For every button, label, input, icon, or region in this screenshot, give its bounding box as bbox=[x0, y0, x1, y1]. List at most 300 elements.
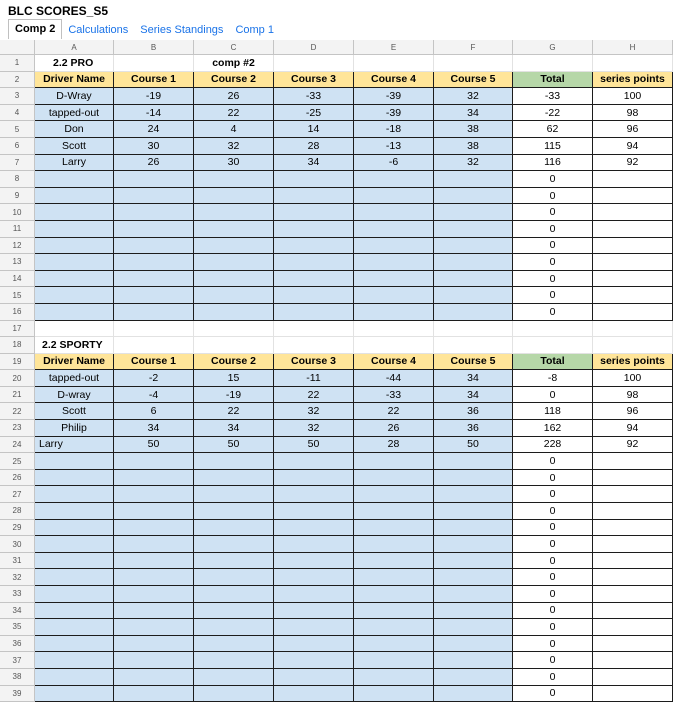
cell[interactable] bbox=[35, 619, 114, 636]
cell[interactable] bbox=[35, 221, 114, 238]
cell[interactable] bbox=[593, 603, 673, 620]
cell[interactable] bbox=[354, 619, 434, 636]
row-header[interactable]: 14 bbox=[0, 271, 35, 288]
cell[interactable] bbox=[274, 238, 354, 255]
cell[interactable]: 96 bbox=[593, 121, 673, 138]
cell[interactable]: 0 bbox=[513, 188, 593, 205]
cell[interactable]: D-wray bbox=[35, 387, 114, 404]
cell[interactable]: 36 bbox=[434, 403, 513, 420]
cell[interactable] bbox=[274, 254, 354, 271]
cell[interactable] bbox=[434, 686, 513, 703]
row-header[interactable]: 29 bbox=[0, 520, 35, 537]
cell[interactable]: -4 bbox=[114, 387, 194, 404]
cell[interactable] bbox=[593, 686, 673, 703]
cell[interactable]: 26 bbox=[354, 420, 434, 437]
cell[interactable] bbox=[114, 669, 194, 686]
cell[interactable]: Course 4 bbox=[354, 354, 434, 371]
cell[interactable] bbox=[194, 321, 274, 338]
cell[interactable] bbox=[114, 453, 194, 470]
cell[interactable]: 50 bbox=[194, 437, 274, 454]
cell[interactable] bbox=[354, 652, 434, 669]
row-header[interactable]: 35 bbox=[0, 619, 35, 636]
cell[interactable] bbox=[274, 503, 354, 520]
cell[interactable] bbox=[274, 171, 354, 188]
cell[interactable]: 0 bbox=[513, 387, 593, 404]
cell[interactable]: 50 bbox=[114, 437, 194, 454]
cell[interactable] bbox=[274, 304, 354, 321]
cell[interactable] bbox=[434, 470, 513, 487]
row-header[interactable]: 10 bbox=[0, 204, 35, 221]
cell[interactable]: 34 bbox=[274, 155, 354, 172]
cell[interactable] bbox=[274, 536, 354, 553]
cell[interactable] bbox=[434, 337, 513, 354]
cell[interactable] bbox=[35, 603, 114, 620]
cell[interactable]: 50 bbox=[274, 437, 354, 454]
row-header[interactable]: 17 bbox=[0, 321, 35, 338]
column-header[interactable]: B bbox=[114, 40, 194, 55]
cell[interactable] bbox=[434, 55, 513, 72]
cell[interactable] bbox=[354, 636, 434, 653]
row-header[interactable]: 23 bbox=[0, 420, 35, 437]
cell[interactable]: Course 1 bbox=[114, 72, 194, 89]
cell[interactable]: 0 bbox=[513, 287, 593, 304]
cell[interactable]: 26 bbox=[194, 88, 274, 105]
column-header[interactable]: A bbox=[35, 40, 114, 55]
cell[interactable] bbox=[354, 287, 434, 304]
row-header[interactable]: 1 bbox=[0, 55, 35, 72]
cell[interactable]: -19 bbox=[194, 387, 274, 404]
cell[interactable] bbox=[274, 221, 354, 238]
cell[interactable]: 100 bbox=[593, 88, 673, 105]
cell[interactable] bbox=[434, 569, 513, 586]
cell[interactable] bbox=[114, 171, 194, 188]
cell[interactable] bbox=[513, 337, 593, 354]
column-header[interactable]: E bbox=[354, 40, 434, 55]
cell[interactable]: 0 bbox=[513, 503, 593, 520]
cell[interactable] bbox=[114, 486, 194, 503]
cell[interactable] bbox=[114, 686, 194, 703]
cell[interactable]: 28 bbox=[274, 138, 354, 155]
cell[interactable] bbox=[434, 669, 513, 686]
cell[interactable]: Course 5 bbox=[434, 72, 513, 89]
cell[interactable]: Course 1 bbox=[114, 354, 194, 371]
cell[interactable] bbox=[354, 669, 434, 686]
cell[interactable] bbox=[194, 287, 274, 304]
cell[interactable]: series points bbox=[593, 354, 673, 371]
cell[interactable]: 98 bbox=[593, 387, 673, 404]
row-header[interactable]: 25 bbox=[0, 453, 35, 470]
cell[interactable]: 6 bbox=[114, 403, 194, 420]
cell[interactable]: 0 bbox=[513, 271, 593, 288]
cell[interactable]: 162 bbox=[513, 420, 593, 437]
row-header[interactable]: 11 bbox=[0, 221, 35, 238]
cell[interactable] bbox=[194, 619, 274, 636]
cell[interactable] bbox=[35, 204, 114, 221]
cell[interactable]: 116 bbox=[513, 155, 593, 172]
row-header[interactable]: 2 bbox=[0, 72, 35, 89]
cell[interactable]: Course 3 bbox=[274, 72, 354, 89]
cell[interactable] bbox=[194, 188, 274, 205]
cell[interactable]: 94 bbox=[593, 138, 673, 155]
cell[interactable] bbox=[35, 486, 114, 503]
cell[interactable]: 0 bbox=[513, 486, 593, 503]
cell[interactable] bbox=[35, 553, 114, 570]
cell[interactable]: Scott bbox=[35, 138, 114, 155]
cell[interactable]: 0 bbox=[513, 553, 593, 570]
cell[interactable] bbox=[354, 470, 434, 487]
cell[interactable] bbox=[35, 171, 114, 188]
cell[interactable] bbox=[194, 586, 274, 603]
cell[interactable] bbox=[354, 603, 434, 620]
cell[interactable] bbox=[194, 470, 274, 487]
cell[interactable]: 0 bbox=[513, 520, 593, 537]
cell[interactable] bbox=[434, 636, 513, 653]
cell[interactable]: 26 bbox=[114, 155, 194, 172]
cell[interactable]: 32 bbox=[274, 420, 354, 437]
row-header[interactable]: 34 bbox=[0, 603, 35, 620]
cell[interactable] bbox=[274, 470, 354, 487]
row-header[interactable]: 26 bbox=[0, 470, 35, 487]
cell[interactable] bbox=[593, 271, 673, 288]
cell[interactable]: Larry bbox=[35, 155, 114, 172]
cell[interactable] bbox=[354, 238, 434, 255]
cell[interactable] bbox=[114, 204, 194, 221]
row-header[interactable]: 12 bbox=[0, 238, 35, 255]
cell[interactable]: 100 bbox=[593, 370, 673, 387]
cell[interactable] bbox=[434, 287, 513, 304]
cell[interactable] bbox=[593, 304, 673, 321]
cell[interactable]: 118 bbox=[513, 403, 593, 420]
cell[interactable]: 22 bbox=[354, 403, 434, 420]
cell[interactable] bbox=[593, 321, 673, 338]
cell[interactable] bbox=[194, 254, 274, 271]
cell[interactable] bbox=[354, 271, 434, 288]
cell[interactable] bbox=[114, 603, 194, 620]
cell[interactable] bbox=[434, 204, 513, 221]
row-header[interactable]: 27 bbox=[0, 486, 35, 503]
tab-calculations[interactable]: Calculations bbox=[68, 24, 129, 36]
cell[interactable] bbox=[274, 603, 354, 620]
cell[interactable]: 0 bbox=[513, 204, 593, 221]
cell[interactable]: -22 bbox=[513, 105, 593, 122]
cell[interactable] bbox=[434, 254, 513, 271]
cell[interactable]: 0 bbox=[513, 453, 593, 470]
cell[interactable] bbox=[35, 321, 114, 338]
row-header[interactable]: 9 bbox=[0, 188, 35, 205]
cell[interactable]: 22 bbox=[274, 387, 354, 404]
cell[interactable] bbox=[114, 569, 194, 586]
cell[interactable] bbox=[35, 669, 114, 686]
cell[interactable] bbox=[194, 669, 274, 686]
cell[interactable]: 4 bbox=[194, 121, 274, 138]
cell[interactable]: 0 bbox=[513, 669, 593, 686]
cell[interactable]: 34 bbox=[194, 420, 274, 437]
cell[interactable]: 38 bbox=[434, 121, 513, 138]
cell[interactable]: 0 bbox=[513, 171, 593, 188]
cell[interactable] bbox=[593, 503, 673, 520]
cell[interactable]: 34 bbox=[434, 387, 513, 404]
row-header[interactable]: 37 bbox=[0, 652, 35, 669]
cell[interactable]: -18 bbox=[354, 121, 434, 138]
cell[interactable] bbox=[274, 271, 354, 288]
row-header[interactable]: 39 bbox=[0, 686, 35, 703]
cell[interactable] bbox=[35, 652, 114, 669]
cell[interactable] bbox=[593, 636, 673, 653]
cell[interactable] bbox=[35, 238, 114, 255]
cell[interactable] bbox=[593, 470, 673, 487]
row-header[interactable]: 16 bbox=[0, 304, 35, 321]
cell[interactable] bbox=[274, 204, 354, 221]
cell[interactable] bbox=[114, 636, 194, 653]
cell[interactable] bbox=[194, 271, 274, 288]
cell[interactable] bbox=[593, 652, 673, 669]
cell[interactable] bbox=[434, 171, 513, 188]
cell[interactable]: -8 bbox=[513, 370, 593, 387]
cell[interactable] bbox=[114, 271, 194, 288]
cell[interactable] bbox=[434, 652, 513, 669]
cell[interactable]: 94 bbox=[593, 420, 673, 437]
cell[interactable] bbox=[194, 304, 274, 321]
cell[interactable]: series points bbox=[593, 72, 673, 89]
cell[interactable] bbox=[114, 520, 194, 537]
column-header[interactable]: F bbox=[434, 40, 513, 55]
cell[interactable] bbox=[35, 453, 114, 470]
cell[interactable]: Driver Name bbox=[35, 72, 114, 89]
row-header[interactable]: 21 bbox=[0, 387, 35, 404]
column-header[interactable]: D bbox=[274, 40, 354, 55]
cell[interactable]: Don bbox=[35, 121, 114, 138]
cell[interactable] bbox=[114, 304, 194, 321]
cell[interactable]: D-Wray bbox=[35, 88, 114, 105]
cell[interactable] bbox=[354, 520, 434, 537]
cell[interactable] bbox=[35, 304, 114, 321]
cell[interactable] bbox=[513, 55, 593, 72]
cell[interactable]: 32 bbox=[194, 138, 274, 155]
cell[interactable] bbox=[434, 603, 513, 620]
cell[interactable]: tapped-out bbox=[35, 105, 114, 122]
cell[interactable] bbox=[354, 337, 434, 354]
cell[interactable]: 0 bbox=[513, 652, 593, 669]
row-header[interactable]: 28 bbox=[0, 503, 35, 520]
column-header[interactable]: G bbox=[513, 40, 593, 55]
cell[interactable]: 22 bbox=[194, 105, 274, 122]
cell[interactable] bbox=[274, 553, 354, 570]
cell[interactable] bbox=[274, 669, 354, 686]
row-header[interactable]: 33 bbox=[0, 586, 35, 603]
cell[interactable]: -11 bbox=[274, 370, 354, 387]
cell[interactable] bbox=[434, 619, 513, 636]
cell[interactable] bbox=[194, 652, 274, 669]
cell[interactable]: 2.2 PRO bbox=[35, 55, 114, 72]
row-header[interactable]: 6 bbox=[0, 138, 35, 155]
cell[interactable] bbox=[35, 586, 114, 603]
cell[interactable]: -25 bbox=[274, 105, 354, 122]
cell[interactable]: -33 bbox=[274, 88, 354, 105]
cell[interactable] bbox=[194, 221, 274, 238]
cell[interactable] bbox=[593, 553, 673, 570]
cell[interactable] bbox=[593, 569, 673, 586]
cell[interactable] bbox=[35, 271, 114, 288]
cell[interactable] bbox=[194, 520, 274, 537]
cell[interactable] bbox=[434, 503, 513, 520]
cell[interactable] bbox=[194, 569, 274, 586]
cell[interactable] bbox=[593, 669, 673, 686]
row-header[interactable]: 31 bbox=[0, 553, 35, 570]
column-header[interactable]: H bbox=[593, 40, 673, 55]
cell[interactable] bbox=[434, 221, 513, 238]
cell[interactable] bbox=[274, 652, 354, 669]
cell[interactable] bbox=[274, 321, 354, 338]
cell[interactable] bbox=[274, 55, 354, 72]
row-header[interactable]: 7 bbox=[0, 155, 35, 172]
tab-comp-2[interactable]: Comp 2 bbox=[8, 19, 62, 39]
tab-comp-1[interactable]: Comp 1 bbox=[235, 24, 274, 36]
cell[interactable]: 32 bbox=[274, 403, 354, 420]
cell[interactable] bbox=[194, 204, 274, 221]
cell[interactable] bbox=[114, 221, 194, 238]
cell[interactable] bbox=[354, 321, 434, 338]
cell[interactable] bbox=[593, 238, 673, 255]
cell[interactable]: 0 bbox=[513, 619, 593, 636]
cell[interactable]: 32 bbox=[434, 155, 513, 172]
cell[interactable] bbox=[513, 321, 593, 338]
cell[interactable]: Scott bbox=[35, 403, 114, 420]
cell[interactable]: Course 5 bbox=[434, 354, 513, 371]
cell[interactable]: 62 bbox=[513, 121, 593, 138]
cell[interactable]: 0 bbox=[513, 254, 593, 271]
cell[interactable] bbox=[434, 188, 513, 205]
cell[interactable] bbox=[354, 686, 434, 703]
row-header[interactable]: 19 bbox=[0, 354, 35, 371]
cell[interactable]: tapped-out bbox=[35, 370, 114, 387]
cell[interactable]: 96 bbox=[593, 403, 673, 420]
cell[interactable] bbox=[194, 553, 274, 570]
cell[interactable] bbox=[354, 304, 434, 321]
cell[interactable]: 34 bbox=[434, 370, 513, 387]
cell[interactable]: 0 bbox=[513, 586, 593, 603]
cell[interactable] bbox=[35, 470, 114, 487]
cell[interactable] bbox=[274, 453, 354, 470]
select-all-corner[interactable] bbox=[0, 40, 35, 55]
cell[interactable] bbox=[35, 254, 114, 271]
cell[interactable]: 50 bbox=[434, 437, 513, 454]
cell[interactable]: Total bbox=[513, 72, 593, 89]
cell[interactable] bbox=[274, 337, 354, 354]
cell[interactable] bbox=[354, 171, 434, 188]
cell[interactable] bbox=[593, 204, 673, 221]
cell[interactable]: 0 bbox=[513, 636, 593, 653]
cell[interactable]: 0 bbox=[513, 686, 593, 703]
cell[interactable]: Course 2 bbox=[194, 354, 274, 371]
cell[interactable]: 0 bbox=[513, 304, 593, 321]
cell[interactable] bbox=[354, 204, 434, 221]
cell[interactable] bbox=[35, 503, 114, 520]
cell[interactable]: -33 bbox=[513, 88, 593, 105]
cell[interactable]: 92 bbox=[593, 155, 673, 172]
row-header[interactable]: 38 bbox=[0, 669, 35, 686]
cell[interactable] bbox=[114, 188, 194, 205]
cell[interactable] bbox=[593, 619, 673, 636]
cell[interactable]: comp #2 bbox=[194, 55, 274, 72]
row-header[interactable]: 32 bbox=[0, 569, 35, 586]
cell[interactable] bbox=[593, 536, 673, 553]
cell[interactable] bbox=[593, 453, 673, 470]
cell[interactable] bbox=[35, 536, 114, 553]
cell[interactable]: 0 bbox=[513, 603, 593, 620]
cell[interactable]: Total bbox=[513, 354, 593, 371]
cell[interactable] bbox=[354, 254, 434, 271]
cell[interactable]: -39 bbox=[354, 88, 434, 105]
cell[interactable] bbox=[35, 188, 114, 205]
cell[interactable] bbox=[114, 238, 194, 255]
cell[interactable]: 0 bbox=[513, 536, 593, 553]
cell[interactable]: 34 bbox=[114, 420, 194, 437]
cell[interactable] bbox=[35, 520, 114, 537]
cell[interactable]: 0 bbox=[513, 221, 593, 238]
cell[interactable] bbox=[593, 337, 673, 354]
cell[interactable] bbox=[354, 553, 434, 570]
row-header[interactable]: 30 bbox=[0, 536, 35, 553]
row-header[interactable]: 3 bbox=[0, 88, 35, 105]
cell[interactable] bbox=[274, 686, 354, 703]
cell[interactable]: 0 bbox=[513, 470, 593, 487]
row-header[interactable]: 8 bbox=[0, 171, 35, 188]
cell[interactable] bbox=[354, 586, 434, 603]
cell[interactable]: 36 bbox=[434, 420, 513, 437]
cell[interactable] bbox=[114, 287, 194, 304]
cell[interactable] bbox=[434, 453, 513, 470]
cell[interactable]: Course 2 bbox=[194, 72, 274, 89]
cell[interactable] bbox=[274, 569, 354, 586]
cell[interactable]: -19 bbox=[114, 88, 194, 105]
cell[interactable] bbox=[274, 486, 354, 503]
row-header[interactable]: 36 bbox=[0, 636, 35, 653]
cell[interactable] bbox=[354, 188, 434, 205]
cell[interactable] bbox=[434, 520, 513, 537]
cell[interactable] bbox=[434, 486, 513, 503]
cell[interactable] bbox=[114, 337, 194, 354]
cell[interactable]: 228 bbox=[513, 437, 593, 454]
cell[interactable]: 98 bbox=[593, 105, 673, 122]
cell[interactable] bbox=[593, 254, 673, 271]
tab-series-standings[interactable]: Series Standings bbox=[140, 24, 224, 36]
cell[interactable]: -14 bbox=[114, 105, 194, 122]
cell[interactable] bbox=[354, 503, 434, 520]
cell[interactable]: 15 bbox=[194, 370, 274, 387]
cell[interactable] bbox=[354, 221, 434, 238]
cell[interactable]: 22 bbox=[194, 403, 274, 420]
cell[interactable] bbox=[114, 536, 194, 553]
cell[interactable] bbox=[434, 271, 513, 288]
cell[interactable]: Philip bbox=[35, 420, 114, 437]
cell[interactable] bbox=[114, 619, 194, 636]
cell[interactable] bbox=[354, 486, 434, 503]
cell[interactable]: -44 bbox=[354, 370, 434, 387]
cell[interactable] bbox=[434, 304, 513, 321]
cell[interactable] bbox=[194, 636, 274, 653]
cell[interactable] bbox=[194, 603, 274, 620]
cell[interactable] bbox=[354, 569, 434, 586]
cell[interactable] bbox=[35, 569, 114, 586]
cell[interactable]: 0 bbox=[513, 569, 593, 586]
cell[interactable] bbox=[434, 238, 513, 255]
cell[interactable]: 30 bbox=[114, 138, 194, 155]
cell[interactable] bbox=[114, 503, 194, 520]
cell[interactable]: 2.2 SPORTY bbox=[35, 337, 114, 354]
cell[interactable]: -13 bbox=[354, 138, 434, 155]
cell[interactable]: -6 bbox=[354, 155, 434, 172]
cell[interactable] bbox=[194, 686, 274, 703]
